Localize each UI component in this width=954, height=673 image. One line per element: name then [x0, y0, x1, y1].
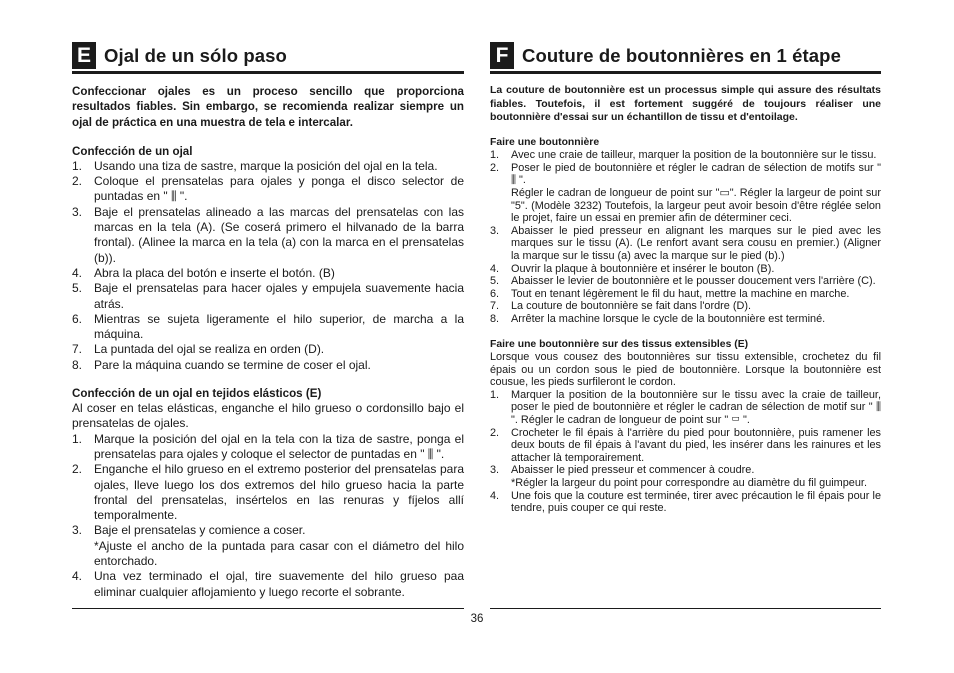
french-section2-list — [490, 389, 881, 515]
list-item: 2. Poser le pied de boutonnière et régler le cadran de sélection de motifs sur " ⫼ ". — [490, 161, 881, 187]
list-item: 5. Baje el prensatelas para hacer ojales y empujela suavemente hacia atrás. — [72, 281, 464, 311]
french-column — [490, 42, 881, 515]
spanish-section2-intro: Al coser en telas elásticas, enganche el hilo grueso o cordonsillo bajo el prensatelas de ojales. — [72, 401, 464, 431]
list-item: 1. Marquer la position de la boutonnière sur le tissu avec la craie de tailleur, poser le pied de boutonnière et régler le cadran de sélection de motif sur " ⫼ ". Régler le cadran de longueur de point sur " ▭ ". — [490, 388, 881, 427]
list-item: 1. Usando una tiza de sastre, marque la posición del ojal en la tela. — [72, 158, 438, 173]
list-item: 6. Tout en tenant légèrement le fil du haut, mettre la machine en marche. — [490, 287, 850, 300]
list-item: 4. Une fois que la couture est terminée, tirer avec précaution le fil épais pour le tendre, puis couper ce qui reste. — [490, 489, 881, 515]
list-item: 6. Mientras se sujeta ligeramente el hilo superior, de marcha a la máquina. — [72, 311, 464, 342]
spanish-header — [72, 42, 464, 69]
spanish-note: *Ajuste el ancho de la puntada para casar con el diámetro del hilo entorchado. — [94, 538, 464, 569]
list-item: 8. Pare la máquina cuando se termine de coser el ojal. — [72, 357, 371, 372]
list-item: 2. Coloque el prensatelas para ojales y ponga el disco selector de puntadas en " ⫼ ". — [72, 174, 464, 204]
language-badge-e: E — [72, 42, 96, 69]
list-item: 8. Arrêter la machine lorsque le cycle de la boutonnière est terminé. — [490, 313, 826, 325]
spanish-section2-list — [72, 432, 464, 600]
list-item: 4. Una vez terminado el ojal, tire suavemente del hilo grueso paa eliminar cualquier aflojamiento y luego recorte el sobrante. — [72, 569, 464, 599]
language-badge-f: F — [490, 42, 514, 69]
french-note: *Régler la largeur du point pour correspondre au diamètre du fil guimpeur. — [511, 477, 867, 490]
page-number: 36 — [470, 613, 484, 625]
french-section1-list — [490, 149, 881, 325]
french-header — [490, 42, 881, 69]
spanish-title: Ojal de un sólo paso — [104, 44, 287, 66]
french-section2-intro: Lorsque vous cousez des boutonnières sur tissu extensible, crochetez du fil épais ou un cordon sous le pied de boutonnière. Lorsque la boutonnière est cousue, les pieds surfileront le cordon. — [490, 351, 881, 389]
list-item: 1. Marque la posición del ojal en la tela con la tiza de sastre, ponga el prensatelas para ojales y coloque el selector de puntadas en " ⫼ ". — [72, 431, 464, 461]
list-item: 4. Abra la placa del botón e inserte el botón. (B) — [72, 265, 335, 280]
list-item: 7. La puntada del ojal se realiza en orden (D). — [72, 342, 325, 357]
list-item: 5. Abaisser le levier de boutonnière et le pousser doucement vers l'arrière (C). — [490, 275, 876, 288]
list-item: 3. Abaisser le pied presseur et commencer à coudre. — [490, 464, 755, 477]
french-section2-heading: Faire une boutonnière sur des tissus extensibles (E) — [490, 338, 749, 350]
header-rule — [72, 71, 464, 74]
list-item: 3. Baje el prensatelas y comience a coser. — [72, 523, 306, 538]
header-rule — [490, 71, 881, 74]
spanish-section2-heading: Confección de un ojal en tejidos elásticos (E) — [72, 387, 322, 401]
list-item: 4. Ouvrir la plaque à boutonnière et insérer le bouton (B). — [490, 262, 775, 275]
french-stitch-note: Régler le cadran de longueur de point sur "▭". Régler la largeur de point sur "5". (Modèle 3232) Toutefois, la largeur peut avoir besoin d'être réglée selon le projet, faire un essai en premier afin de déterminer ceci. — [511, 187, 881, 225]
spanish-intro: Confeccionar ojales es un proceso sencillo que proporciona resultados fiables. Sin embargo, se recomienda realizar siempre un ojal de práctica en una muestra de tela e intercalar. — [72, 85, 464, 129]
footer-rule-right — [490, 608, 881, 609]
french-title: Couture de boutonnières en 1 étape — [522, 44, 841, 66]
french-intro: La couture de boutonnière est un processus simple qui assure des résultats fiables. Toutefois, il est fortement suggéré de toujours réaliser une boutonnière d'essai sur un échantillon de tissu et d'entoilage. — [490, 84, 881, 124]
spanish-column — [72, 42, 464, 600]
footer-rule-left — [72, 608, 464, 609]
list-item: 3. Abaisser le pied presseur en alignant les marques sur le pied avec les marques sur le tissu (A). (Le renfort avant sera cousu en premier.) (Aligner la marque sur le tissu (a) avec la marque sur le pied (b).) — [490, 224, 881, 263]
list-item: 3. Baje el prensatelas alineado a las marcas del prensatelas con las marcas en la tela (A). (Se coserá primero el hilvanado de la barra frontal). (Alinee la marca en la tela (a) con la marca en el prensatelas (b)). — [72, 204, 464, 265]
list-item: 2. Enganche el hilo grueso en el extremo posterior del prensatelas para ojales, lleve luego los dos extremos del hilo grueso hacia la parte frontal del prensatelas, insértelos en las renuras y fíjelos allí temporalmente. — [72, 462, 464, 523]
spanish-section1-list — [72, 159, 464, 373]
spanish-section1-heading: Confección de un ojal — [72, 144, 193, 158]
list-item: 2. Crocheter le fil épais à l'arrière du pied pour boutonnière, puis ramener les deux bouts de fil épais à l'avant du pied, les insérer dans les rainures et les attacher là temporairement. — [490, 426, 881, 464]
french-section1-heading: Faire une boutonnière — [490, 136, 600, 148]
list-item: 1. Avec une craie de tailleur, marquer la position de la boutonnière sur le tissu. — [490, 149, 877, 162]
list-item: 7. La couture de boutonnière se fait dans l'ordre (D). — [490, 300, 751, 313]
